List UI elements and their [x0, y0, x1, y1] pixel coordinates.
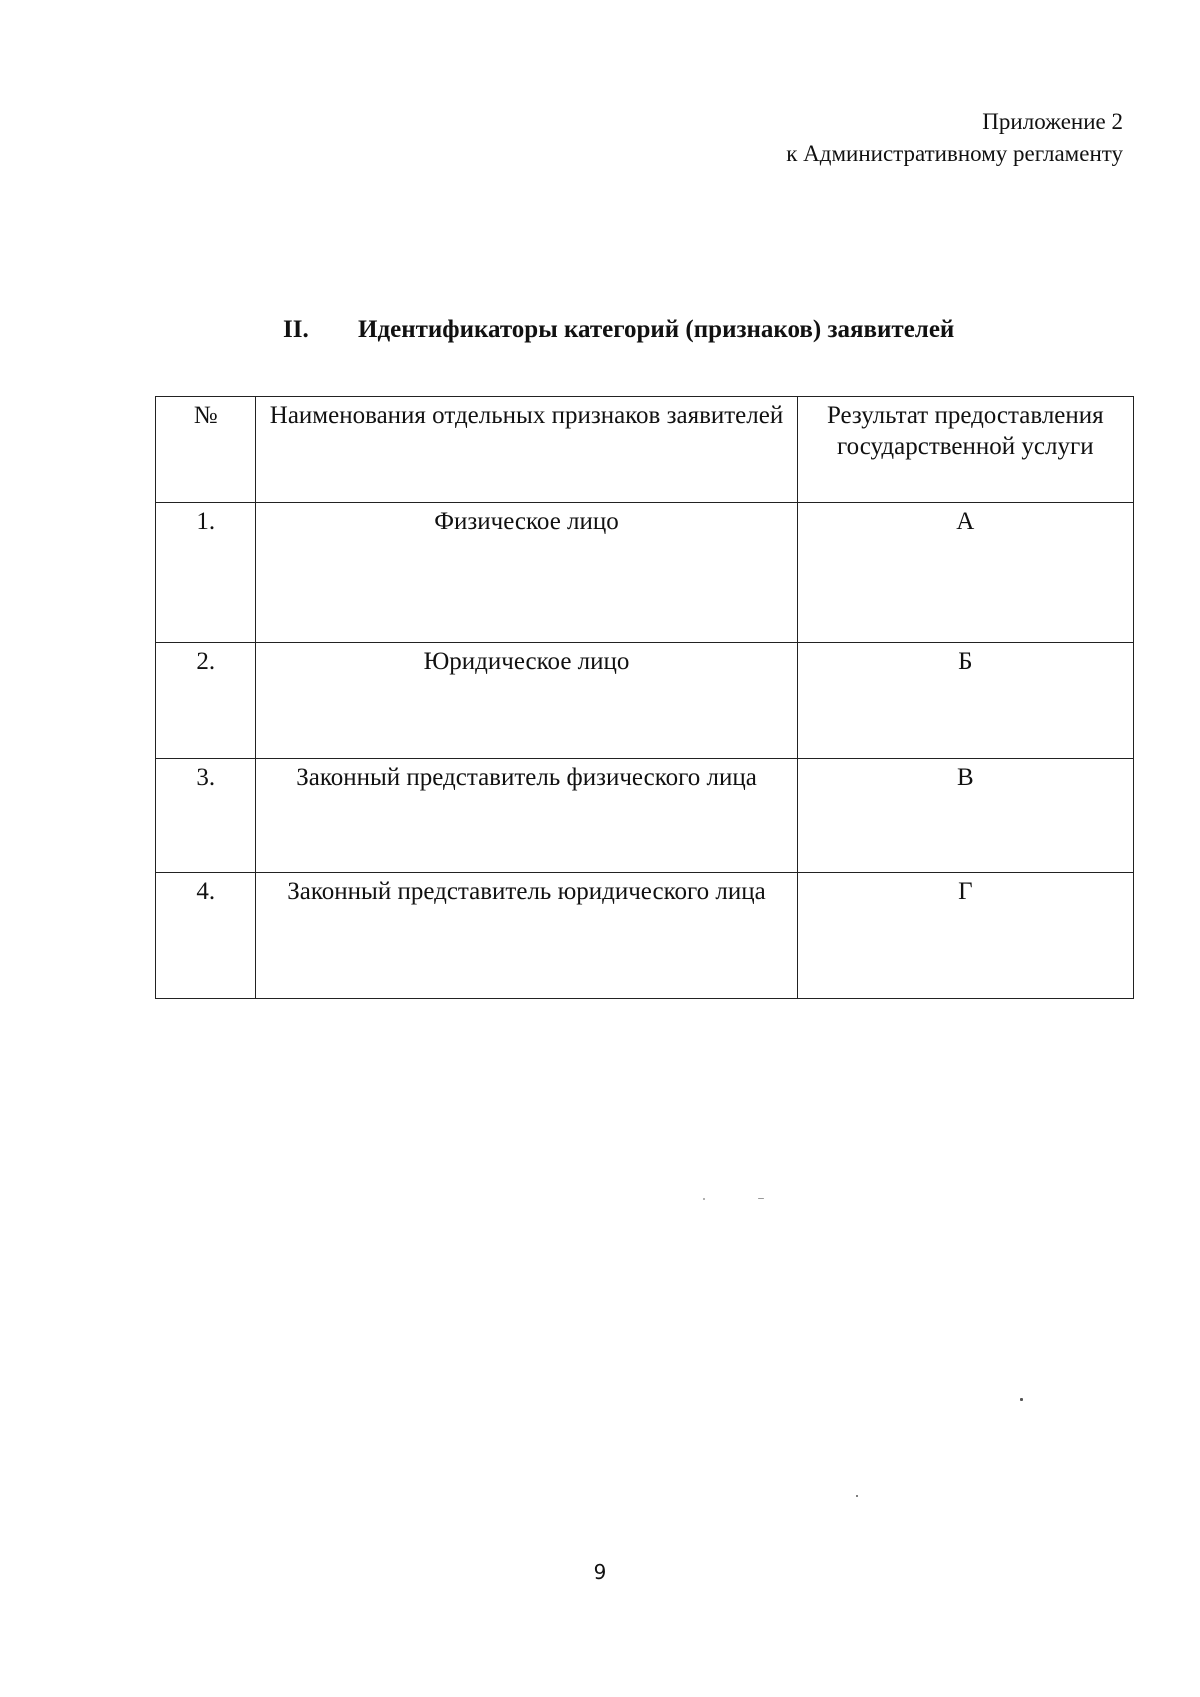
row-result: А: [797, 503, 1133, 643]
row-name: Законный представитель юридического лица: [256, 873, 797, 999]
section-heading: Идентификаторы категорий (признаков) заявителей: [358, 316, 955, 343]
scan-speck: [703, 1198, 705, 1200]
section-number: II.: [283, 316, 309, 343]
row-name: Физическое лицо: [256, 503, 797, 643]
table-row: [156, 759, 1134, 873]
section-title: [283, 313, 954, 347]
table-row: [156, 503, 1134, 643]
header-num: №: [156, 397, 256, 503]
page-number: 9: [593, 1560, 607, 1584]
table-header-row: [156, 397, 1134, 503]
table-row: [156, 643, 1134, 759]
row-num: 1.: [156, 503, 256, 643]
applicant-categories-table: [155, 396, 1134, 999]
header-result: Результат предоставления государственной услуги: [797, 397, 1133, 503]
row-name: Юридическое лицо: [256, 643, 797, 759]
appendix-header: [786, 106, 1123, 170]
row-num: 3.: [156, 759, 256, 873]
header-name: Наименования отдельных признаков заявителей: [256, 397, 797, 503]
appendix-reference: к Административному регламенту: [786, 141, 1123, 166]
row-result: Б: [797, 643, 1133, 759]
row-num: 2.: [156, 643, 256, 759]
scan-speck: [758, 1198, 764, 1199]
appendix-number: Приложение 2: [982, 109, 1123, 134]
row-result: В: [797, 759, 1133, 873]
scan-speck: [856, 1495, 858, 1497]
scan-speck: [1020, 1398, 1023, 1401]
table-row: [156, 873, 1134, 999]
row-result: Г: [797, 873, 1133, 999]
row-name: Законный представитель физического лица: [256, 759, 797, 873]
row-num: 4.: [156, 873, 256, 999]
